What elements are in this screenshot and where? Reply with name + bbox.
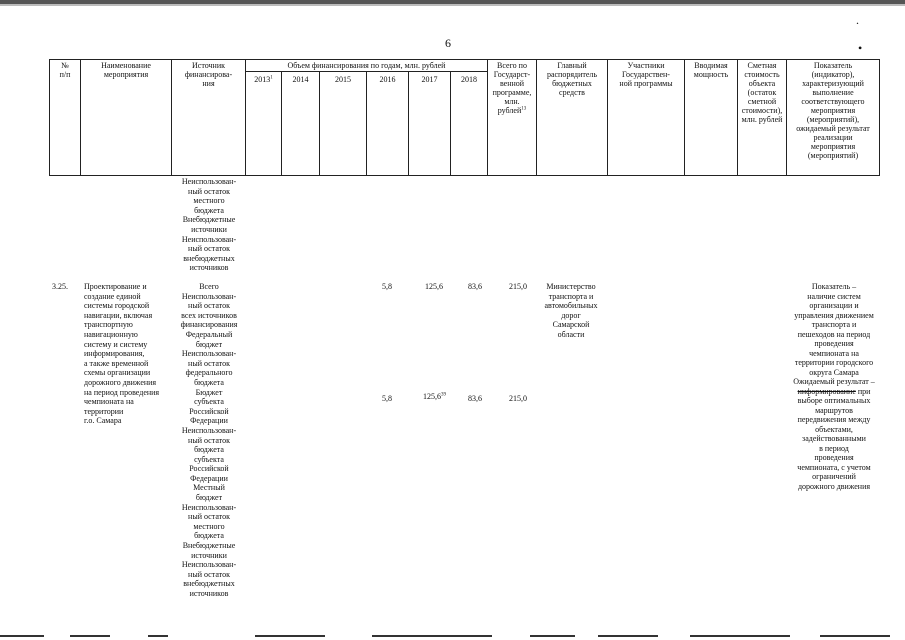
scan-bottom-mark xyxy=(70,635,110,637)
regional-2018-value: 83,6 xyxy=(468,394,482,403)
header-year-2015: 2015 xyxy=(335,75,351,84)
table-header xyxy=(49,59,880,176)
header-vline xyxy=(879,59,880,176)
header-estimate: Сметная стоимость объекта (остаток сметной стоимости), млн. рублей xyxy=(741,61,783,124)
indicator-text: Показатель – наличие систем организации и управления движением транспорта и пешеходов на период проведения чемпионата на территории городского округа Самара Ожидаемый результат – информирование при выборе оптимальных маршрутов передвижения между объектами, задействованными в период проведения чемпионата, с учетом ограничений дорожного движения xyxy=(793,282,875,491)
header-vline xyxy=(281,71,282,176)
scan-bottom-mark xyxy=(530,635,575,637)
scan-bottom-mark xyxy=(255,635,325,637)
header-top-border xyxy=(49,59,880,60)
header-vline xyxy=(408,71,409,176)
header-vline xyxy=(450,71,451,176)
header-year-2016: 2016 xyxy=(379,75,396,84)
header-vline xyxy=(319,71,320,176)
header-year-2013: 2013$^1$ xyxy=(254,75,273,84)
header-funding-group: Объем финансирования по годам, млн. рублей xyxy=(287,61,446,70)
header-source: Источник финансирова- ния xyxy=(184,61,233,88)
row-event-name: Проектирование и создание единой системы городской навигации, включая транспортную навигационную систему и систему информирования, а также временной схемы организации дорожного движения на период проведения чемпионата на территории г.о. Самара xyxy=(84,282,160,426)
header-event-name: Наименование мероприятия xyxy=(101,61,151,79)
header-year-2018: 2018 xyxy=(461,75,477,84)
carryover-source-list: Неиспользован- ный остаток местного бюджета Внебюджетные источники Неиспользован- ный остаток внебюджетных источников xyxy=(181,177,237,273)
regional-sum-value: 215,0 xyxy=(509,394,527,403)
total-2017-value: 125,6 xyxy=(425,282,443,291)
header-vline xyxy=(366,71,367,176)
scan-bottom-mark xyxy=(690,635,790,637)
scan-bottom-mark xyxy=(372,635,492,637)
header-total: Всего по Государст- венной программе, млн. рублей$^{13}$ xyxy=(492,61,532,115)
header-bottom-border xyxy=(49,175,880,176)
struck-word: информирование xyxy=(797,386,856,396)
total-sum-value: 215,0 xyxy=(509,282,527,291)
scan-bottom-mark xyxy=(598,635,658,637)
row-number: 3.25. xyxy=(52,282,68,291)
scan-top-edge-shadow xyxy=(0,4,905,6)
regional-2017-value: 125,6$^{39}$ xyxy=(423,392,446,401)
total-2016-value: 5,8 xyxy=(382,282,392,291)
row-source-list: Всего Неиспользован- ный остаток всех источников финансирования Федеральный бюджет Неиспользован- ный остаток федерального бюджета Бюджет субъекта Российской Федерации Неиспользован- ный остаток бюджета субъекта Российской Федерации Местный бюджет Неиспользован- ный остаток местного бюджета Внебюджетные источники Неиспользован- ный остаток внебюджетных источников xyxy=(180,282,238,598)
header-main-manager: Главный распорядитель бюджетных средств xyxy=(546,61,598,97)
header-indicator: Показатель (индикатор), характеризующий выполнение соответствующего мероприятия (мероприятий), ожидаемый результат реализации мероприятия (мероприятий) xyxy=(796,61,870,160)
scan-bullet-mark: • xyxy=(858,41,863,55)
header-year-2014: 2014 xyxy=(292,75,309,84)
scan-bottom-mark xyxy=(820,635,890,637)
total-2018-value: 83,6 xyxy=(468,282,482,291)
header-capacity: Вводимая мощность xyxy=(693,61,729,79)
header-participants: Участники Государствен- ной программы xyxy=(619,61,673,88)
regional-2016-value: 5,8 xyxy=(382,394,392,403)
scan-bottom-mark xyxy=(0,635,44,637)
scan-bottom-mark xyxy=(148,635,168,637)
main-manager-text: Министерство транспорта и автомобильных дорог Самарской области xyxy=(544,282,598,339)
scan-dot-mark: . xyxy=(856,13,859,27)
page-number: 6 xyxy=(445,36,451,50)
header-number: № п/п xyxy=(59,61,71,79)
header-year-2017: 2017 xyxy=(421,75,438,84)
